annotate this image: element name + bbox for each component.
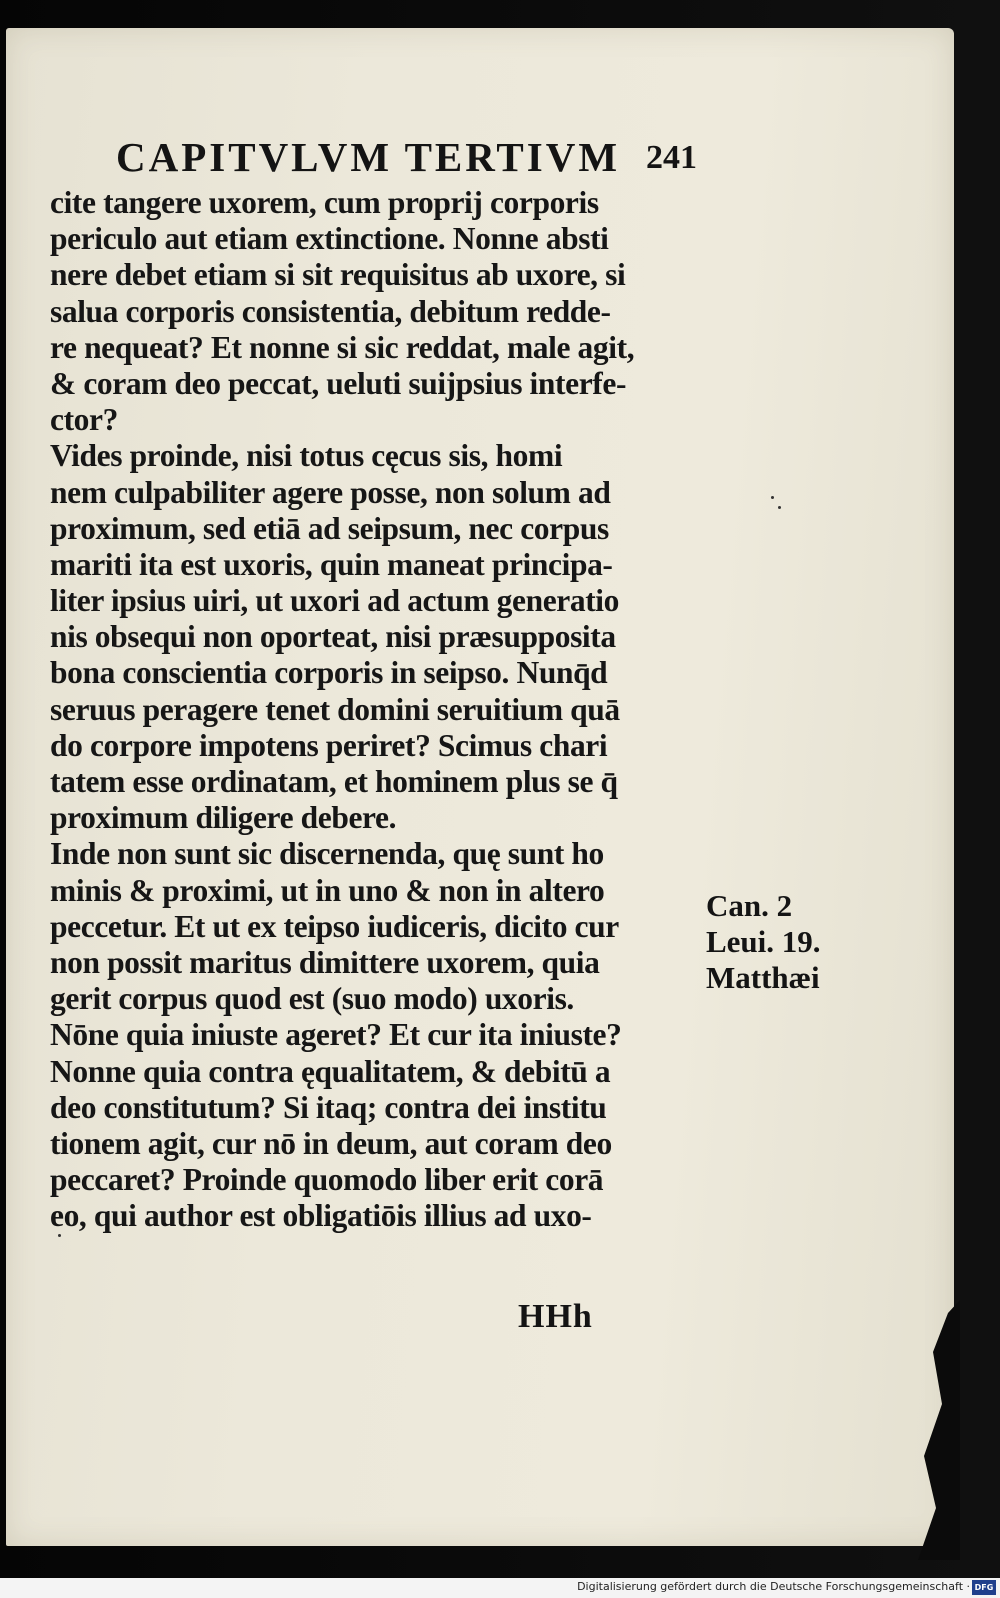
paper-speck bbox=[58, 1234, 61, 1237]
text-line: nem culpabiliter agere posse, non solum ad bbox=[50, 474, 611, 510]
marginal-note: Can. 2 bbox=[706, 888, 793, 923]
body-text bbox=[50, 185, 710, 1234]
text-line: tionem agit, cur nō in deum, aut coram deo bbox=[50, 1125, 612, 1161]
text-line: peccetur. Et ut ex teipso iudiceris, dicito cur bbox=[50, 908, 619, 944]
text-line: ctor? bbox=[50, 402, 118, 438]
text-line: do corpore impotens periret? Scimus chari bbox=[50, 727, 608, 763]
text-line: gerit corpus quod est (suo modo) uxoris. bbox=[50, 981, 574, 1017]
text-line: Inde non sunt sic discernenda, quę sunt ho bbox=[50, 836, 604, 872]
dfg-logo-icon: DFG bbox=[972, 1580, 996, 1595]
text-line: cite tangere uxorem, cum proprij corporis bbox=[50, 185, 599, 220]
text-line: Vides proinde, nisi totus cęcus sis, homi bbox=[50, 438, 563, 474]
text-line: salua corporis consistentia, debitum redde- bbox=[50, 293, 611, 329]
paper-speck bbox=[771, 496, 774, 499]
text-line: bona conscientia corporis in seipso. Nunq̄d bbox=[50, 655, 608, 691]
text-line: minis & proximi, ut in uno & non in altero bbox=[50, 872, 605, 908]
running-title: CAPITVLVM TERTIVM bbox=[116, 134, 621, 180]
text-line: non possit maritus dimittere uxorem, quia bbox=[50, 944, 600, 980]
digitization-credit: Digitalisierung gefördert durch die Deutsche Forschungsgemeinschaft · bbox=[577, 1580, 970, 1593]
paper-speck bbox=[778, 506, 781, 509]
text-line: mariti ita est uxoris, quin maneat principa- bbox=[50, 546, 613, 582]
text-line: Nōne quia iniuste ageret? Et cur ita iniuste? bbox=[50, 1017, 622, 1053]
text-line: re nequeat? Et nonne si sic reddat, male agit, bbox=[50, 329, 635, 365]
page-header bbox=[106, 133, 726, 183]
marginal-note: Leui. 19. bbox=[706, 924, 821, 960]
digitization-footer bbox=[0, 1578, 1000, 1598]
text-line: Nonne quia contra ęqualitatem, & debitū a bbox=[50, 1053, 611, 1089]
text-line: liter ipsius uiri, ut uxori ad actum generatio bbox=[50, 583, 620, 619]
text-line: tatem esse ordinatam, et hominem plus se q̄ bbox=[50, 764, 618, 799]
text-line: nere debet etiam si sit requisitus ab uxore, si bbox=[50, 257, 626, 293]
book-page bbox=[6, 28, 954, 1546]
text-line: proximum, sed etiā ad seipsum, nec corpus bbox=[50, 510, 609, 546]
text-line: deo constitutum? Si itaq; contra dei institu bbox=[50, 1089, 607, 1125]
text-line: peccaret? Proinde quomodo liber erit corā bbox=[50, 1162, 604, 1198]
text-line: & coram deo peccat, ueluti suijpsius interfe- bbox=[50, 365, 627, 401]
signature-mark: HHh bbox=[518, 1298, 593, 1335]
marginal-notes bbox=[706, 888, 866, 997]
marginal-note: Matthæi bbox=[706, 960, 820, 996]
folio-number: 241 bbox=[646, 139, 697, 176]
text-line: proximum diligere debere. bbox=[50, 800, 397, 836]
text-line: periculo aut etiam extinctione. Nonne absti bbox=[50, 221, 609, 257]
text-line: seruus peragere tenet domini seruitium quā bbox=[50, 691, 620, 727]
text-line: nis obsequi non oporteat, nisi præsupposita bbox=[50, 619, 616, 655]
text-line: eo, qui author est obligatiōis illius ad uxo- bbox=[50, 1198, 592, 1234]
